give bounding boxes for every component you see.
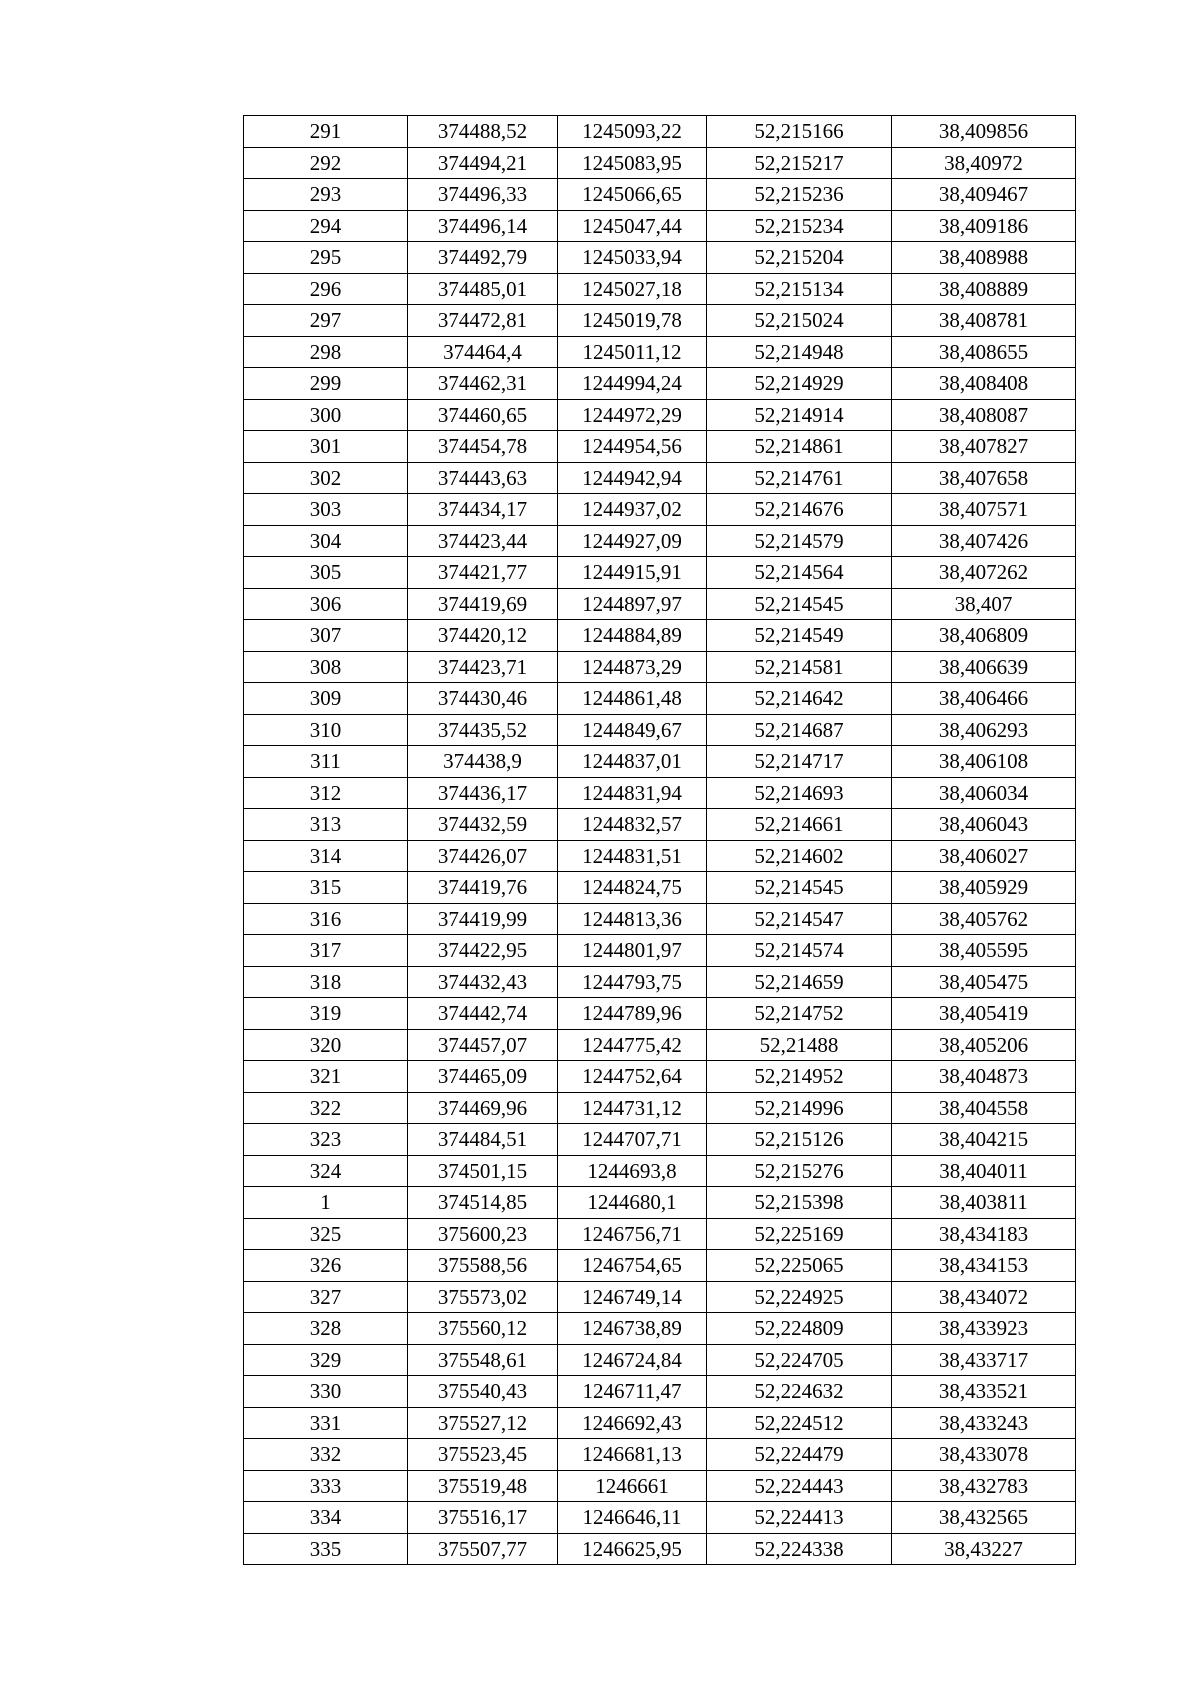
table-cell: 1244942,94: [558, 462, 707, 494]
table-row: [244, 1187, 1076, 1219]
table-cell: 1246754,65: [558, 1250, 707, 1282]
table-cell: 52,214549: [707, 620, 892, 652]
table-cell: 52,215126: [707, 1124, 892, 1156]
table-cell: 38,407658: [892, 462, 1076, 494]
table-cell: 374496,33: [408, 179, 558, 211]
table-cell: 52,214948: [707, 336, 892, 368]
table-cell: 52,215234: [707, 210, 892, 242]
table-row: [244, 368, 1076, 400]
table-cell: 305: [244, 557, 408, 589]
table-cell: 374454,78: [408, 431, 558, 463]
table-cell: 52,214545: [707, 872, 892, 904]
table-cell: 319: [244, 998, 408, 1030]
table-cell: 1245066,65: [558, 179, 707, 211]
table-cell: 38,434183: [892, 1218, 1076, 1250]
table-cell: 38,404873: [892, 1061, 1076, 1093]
table-cell: 374426,07: [408, 840, 558, 872]
table-cell: 1245047,44: [558, 210, 707, 242]
table-row: [244, 1344, 1076, 1376]
table-cell: 313: [244, 809, 408, 841]
table-cell: 52,214996: [707, 1092, 892, 1124]
table-row: [244, 1092, 1076, 1124]
table-cell: 1245011,12: [558, 336, 707, 368]
table-cell: 374457,07: [408, 1029, 558, 1061]
table-cell: 52,224443: [707, 1470, 892, 1502]
table-cell: 327: [244, 1281, 408, 1313]
table-cell: 1246681,13: [558, 1439, 707, 1471]
table-row: [244, 935, 1076, 967]
table-cell: 334: [244, 1502, 408, 1534]
table-cell: 1245033,94: [558, 242, 707, 274]
table-cell: 374469,96: [408, 1092, 558, 1124]
table-cell: 52,214659: [707, 966, 892, 998]
table-cell: 296: [244, 273, 408, 305]
table-row: [244, 494, 1076, 526]
table-cell: 1244813,36: [558, 903, 707, 935]
table-cell: 52,215024: [707, 305, 892, 337]
table-cell: 1244873,29: [558, 651, 707, 683]
table-cell: 374488,52: [408, 116, 558, 148]
table-cell: 1246646,11: [558, 1502, 707, 1534]
table-cell: 335: [244, 1533, 408, 1565]
table-cell: 325: [244, 1218, 408, 1250]
table-cell: 1244915,91: [558, 557, 707, 589]
table-cell: 374422,95: [408, 935, 558, 967]
table-cell: 331: [244, 1407, 408, 1439]
table-row: [244, 1376, 1076, 1408]
table-cell: 308: [244, 651, 408, 683]
table-row: [244, 746, 1076, 778]
table-cell: 315: [244, 872, 408, 904]
table-cell: 52,214914: [707, 399, 892, 431]
table-cell: 321: [244, 1061, 408, 1093]
table-row: [244, 1313, 1076, 1345]
table-row: [244, 336, 1076, 368]
table-row: [244, 242, 1076, 274]
table-cell: 38,434072: [892, 1281, 1076, 1313]
table-cell: 1244954,56: [558, 431, 707, 463]
table-row: [244, 305, 1076, 337]
table-cell: 318: [244, 966, 408, 998]
table-cell: 1244752,64: [558, 1061, 707, 1093]
table-cell: 1244707,71: [558, 1124, 707, 1156]
table-cell: 374435,52: [408, 714, 558, 746]
table-cell: 374514,85: [408, 1187, 558, 1219]
table-row: [244, 651, 1076, 683]
table-row: [244, 1061, 1076, 1093]
table-cell: 375519,48: [408, 1470, 558, 1502]
table-cell: 52,214564: [707, 557, 892, 589]
table-row: [244, 840, 1076, 872]
table-cell: 38,433243: [892, 1407, 1076, 1439]
table-cell: 374484,51: [408, 1124, 558, 1156]
table-cell: 1244884,89: [558, 620, 707, 652]
table-cell: 52,215217: [707, 147, 892, 179]
table-row: [244, 777, 1076, 809]
table-row: [244, 714, 1076, 746]
table-cell: 52,214761: [707, 462, 892, 494]
table-cell: 374462,31: [408, 368, 558, 400]
table-cell: 38,408655: [892, 336, 1076, 368]
table-cell: 1244680,1: [558, 1187, 707, 1219]
table-cell: 52,224632: [707, 1376, 892, 1408]
table-row: [244, 1029, 1076, 1061]
table-row: [244, 147, 1076, 179]
table-cell: 330: [244, 1376, 408, 1408]
table-cell: 1246692,43: [558, 1407, 707, 1439]
table-cell: 38,405475: [892, 966, 1076, 998]
table-cell: 374419,76: [408, 872, 558, 904]
table-cell: 38,406466: [892, 683, 1076, 715]
table-cell: 38,433078: [892, 1439, 1076, 1471]
table-row: [244, 903, 1076, 935]
table-cell: 1: [244, 1187, 408, 1219]
table-cell: 1245083,95: [558, 147, 707, 179]
table-cell: 38,407262: [892, 557, 1076, 589]
table-cell: 310: [244, 714, 408, 746]
table-cell: 38,409467: [892, 179, 1076, 211]
table-cell: 333: [244, 1470, 408, 1502]
table-row: [244, 1502, 1076, 1534]
table-cell: 375507,77: [408, 1533, 558, 1565]
table-row: [244, 1250, 1076, 1282]
table-cell: 38,434153: [892, 1250, 1076, 1282]
table-cell: 38,404215: [892, 1124, 1076, 1156]
table-cell: 326: [244, 1250, 408, 1282]
table-cell: 374496,14: [408, 210, 558, 242]
table-cell: 1244789,96: [558, 998, 707, 1030]
table-cell: 52,214717: [707, 746, 892, 778]
table-cell: 1245093,22: [558, 116, 707, 148]
table-cell: 1246738,89: [558, 1313, 707, 1345]
table-cell: 1246625,95: [558, 1533, 707, 1565]
table-cell: 1244937,02: [558, 494, 707, 526]
table-cell: 375600,23: [408, 1218, 558, 1250]
table-cell: 1246711,47: [558, 1376, 707, 1408]
table-cell: 38,405762: [892, 903, 1076, 935]
table-cell: 323: [244, 1124, 408, 1156]
table-cell: 374419,99: [408, 903, 558, 935]
table-cell: 52,214579: [707, 525, 892, 557]
table-cell: 52,214929: [707, 368, 892, 400]
table-cell: 375573,02: [408, 1281, 558, 1313]
table-cell: 1244849,67: [558, 714, 707, 746]
table-cell: 38,409186: [892, 210, 1076, 242]
table-cell: 374434,17: [408, 494, 558, 526]
table-cell: 374423,44: [408, 525, 558, 557]
table-cell: 375516,17: [408, 1502, 558, 1534]
table-row: [244, 462, 1076, 494]
table-cell: 38,405595: [892, 935, 1076, 967]
table-cell: 302: [244, 462, 408, 494]
table-cell: 332: [244, 1439, 408, 1471]
table-row: [244, 273, 1076, 305]
table-cell: 374432,43: [408, 966, 558, 998]
table-cell: 1244831,51: [558, 840, 707, 872]
table-row: [244, 525, 1076, 557]
table-row: [244, 399, 1076, 431]
table-cell: 375560,12: [408, 1313, 558, 1345]
table-row: [244, 1407, 1076, 1439]
table-cell: 374494,21: [408, 147, 558, 179]
table-cell: 52,224479: [707, 1439, 892, 1471]
table-cell: 291: [244, 116, 408, 148]
table-cell: 38,406809: [892, 620, 1076, 652]
table-cell: 309: [244, 683, 408, 715]
table-cell: 52,224925: [707, 1281, 892, 1313]
table-cell: 294: [244, 210, 408, 242]
table-cell: 1245027,18: [558, 273, 707, 305]
table-cell: 38,407: [892, 588, 1076, 620]
table-cell: 52,214574: [707, 935, 892, 967]
table-cell: 1244731,12: [558, 1092, 707, 1124]
table-cell: 52,214752: [707, 998, 892, 1030]
table-cell: 52,225065: [707, 1250, 892, 1282]
table-cell: 38,404011: [892, 1155, 1076, 1187]
table-cell: 374485,01: [408, 273, 558, 305]
table-cell: 1244793,75: [558, 966, 707, 998]
table-cell: 1244832,57: [558, 809, 707, 841]
table-cell: 306: [244, 588, 408, 620]
table-cell: 38,408889: [892, 273, 1076, 305]
table-cell: 38,406027: [892, 840, 1076, 872]
table-cell: 374430,46: [408, 683, 558, 715]
table-cell: 374464,4: [408, 336, 558, 368]
table-row: [244, 620, 1076, 652]
table-cell: 1244831,94: [558, 777, 707, 809]
table-cell: 38,405419: [892, 998, 1076, 1030]
table-cell: 304: [244, 525, 408, 557]
table-row: [244, 872, 1076, 904]
coordinates-table: [243, 115, 1076, 1565]
table-cell: 52,214861: [707, 431, 892, 463]
table-cell: 38,406034: [892, 777, 1076, 809]
table-cell: 1246749,14: [558, 1281, 707, 1313]
table-cell: 374432,59: [408, 809, 558, 841]
table-cell: 38,408781: [892, 305, 1076, 337]
table-cell: 52,215398: [707, 1187, 892, 1219]
table-cell: 374492,79: [408, 242, 558, 274]
table-row: [244, 1124, 1076, 1156]
table-cell: 52,224809: [707, 1313, 892, 1345]
table-row: [244, 588, 1076, 620]
table-cell: 299: [244, 368, 408, 400]
table-cell: 1244837,01: [558, 746, 707, 778]
table-cell: 1244801,97: [558, 935, 707, 967]
table-cell: 38,406108: [892, 746, 1076, 778]
table-cell: 292: [244, 147, 408, 179]
table-cell: 1244824,75: [558, 872, 707, 904]
table-cell: 298: [244, 336, 408, 368]
table-cell: 52,215276: [707, 1155, 892, 1187]
table-cell: 375523,45: [408, 1439, 558, 1471]
table-row: [244, 1470, 1076, 1502]
table-cell: 374438,9: [408, 746, 558, 778]
table-cell: 52,214676: [707, 494, 892, 526]
table-cell: 1244897,97: [558, 588, 707, 620]
table-cell: 1244693,8: [558, 1155, 707, 1187]
table-cell: 38,432783: [892, 1470, 1076, 1502]
table-cell: 374443,63: [408, 462, 558, 494]
table-cell: 38,406043: [892, 809, 1076, 841]
table-row: [244, 179, 1076, 211]
table-row: [244, 809, 1076, 841]
table-row: [244, 210, 1076, 242]
table-row: [244, 557, 1076, 589]
table-cell: 322: [244, 1092, 408, 1124]
table-cell: 320: [244, 1029, 408, 1061]
table-cell: 38,433923: [892, 1313, 1076, 1345]
table-cell: 52,224413: [707, 1502, 892, 1534]
table-cell: 374472,81: [408, 305, 558, 337]
table-row: [244, 1533, 1076, 1565]
table-cell: 38,43227: [892, 1533, 1076, 1565]
table-cell: 52,224338: [707, 1533, 892, 1565]
table-cell: 374436,17: [408, 777, 558, 809]
table-row: [244, 1439, 1076, 1471]
table-cell: 52,214547: [707, 903, 892, 935]
table-cell: 328: [244, 1313, 408, 1345]
table-row: [244, 431, 1076, 463]
table-cell: 311: [244, 746, 408, 778]
table-row: [244, 1155, 1076, 1187]
table-cell: 1246661: [558, 1470, 707, 1502]
table-cell: 1245019,78: [558, 305, 707, 337]
table-row: [244, 1218, 1076, 1250]
table-cell: 375548,61: [408, 1344, 558, 1376]
table-cell: 295: [244, 242, 408, 274]
table-cell: 38,433717: [892, 1344, 1076, 1376]
table-cell: 374442,74: [408, 998, 558, 1030]
table-cell: 38,406293: [892, 714, 1076, 746]
table-row: [244, 998, 1076, 1030]
table-cell: 374419,69: [408, 588, 558, 620]
table-cell: 303: [244, 494, 408, 526]
table-cell: 1244927,09: [558, 525, 707, 557]
table-cell: 52,215134: [707, 273, 892, 305]
table-cell: 374501,15: [408, 1155, 558, 1187]
table-cell: 300: [244, 399, 408, 431]
table-cell: 1244972,29: [558, 399, 707, 431]
table-cell: 1244861,48: [558, 683, 707, 715]
table-cell: 307: [244, 620, 408, 652]
table-cell: 38,407571: [892, 494, 1076, 526]
table-cell: 52,225169: [707, 1218, 892, 1250]
table-cell: 38,432565: [892, 1502, 1076, 1534]
table-cell: 374420,12: [408, 620, 558, 652]
table-cell: 297: [244, 305, 408, 337]
table-cell: 324: [244, 1155, 408, 1187]
table-cell: 317: [244, 935, 408, 967]
table-cell: 374460,65: [408, 399, 558, 431]
table-cell: 1244994,24: [558, 368, 707, 400]
table-cell: 374423,71: [408, 651, 558, 683]
table-row: [244, 1281, 1076, 1313]
table-cell: 52,215166: [707, 116, 892, 148]
table-cell: 38,408408: [892, 368, 1076, 400]
table-cell: 374465,09: [408, 1061, 558, 1093]
table-cell: 52,21488: [707, 1029, 892, 1061]
table-cell: 38,408988: [892, 242, 1076, 274]
table-cell: 1246724,84: [558, 1344, 707, 1376]
table-cell: 301: [244, 431, 408, 463]
table-cell: 52,214602: [707, 840, 892, 872]
table-cell: 52,215204: [707, 242, 892, 274]
table-cell: 38,408087: [892, 399, 1076, 431]
table-cell: 329: [244, 1344, 408, 1376]
table-cell: 38,406639: [892, 651, 1076, 683]
table-cell: 38,407426: [892, 525, 1076, 557]
table-cell: 38,405929: [892, 872, 1076, 904]
table-cell: 374421,77: [408, 557, 558, 589]
table-cell: 52,214687: [707, 714, 892, 746]
table-cell: 52,224705: [707, 1344, 892, 1376]
table-cell: 38,403811: [892, 1187, 1076, 1219]
table-cell: 52,214661: [707, 809, 892, 841]
table-row: [244, 116, 1076, 148]
table-cell: 1244775,42: [558, 1029, 707, 1061]
table-cell: 52,214952: [707, 1061, 892, 1093]
table-cell: 38,405206: [892, 1029, 1076, 1061]
table-cell: 316: [244, 903, 408, 935]
table-cell: 38,433521: [892, 1376, 1076, 1408]
table-cell: 314: [244, 840, 408, 872]
table-cell: 52,214545: [707, 588, 892, 620]
table-cell: 38,40972: [892, 147, 1076, 179]
table-cell: 38,409856: [892, 116, 1076, 148]
table-cell: 52,214693: [707, 777, 892, 809]
table-cell: 52,224512: [707, 1407, 892, 1439]
table-cell: 38,404558: [892, 1092, 1076, 1124]
table-cell: 38,407827: [892, 431, 1076, 463]
table-row: [244, 683, 1076, 715]
table-cell: 293: [244, 179, 408, 211]
table-cell: 375588,56: [408, 1250, 558, 1282]
table-cell: 312: [244, 777, 408, 809]
table-cell: 375527,12: [408, 1407, 558, 1439]
table-cell: 52,214581: [707, 651, 892, 683]
table-cell: 375540,43: [408, 1376, 558, 1408]
table-row: [244, 966, 1076, 998]
coordinates-table-body: [244, 116, 1076, 1565]
table-cell: 1246756,71: [558, 1218, 707, 1250]
table-cell: 52,214642: [707, 683, 892, 715]
table-cell: 52,215236: [707, 179, 892, 211]
